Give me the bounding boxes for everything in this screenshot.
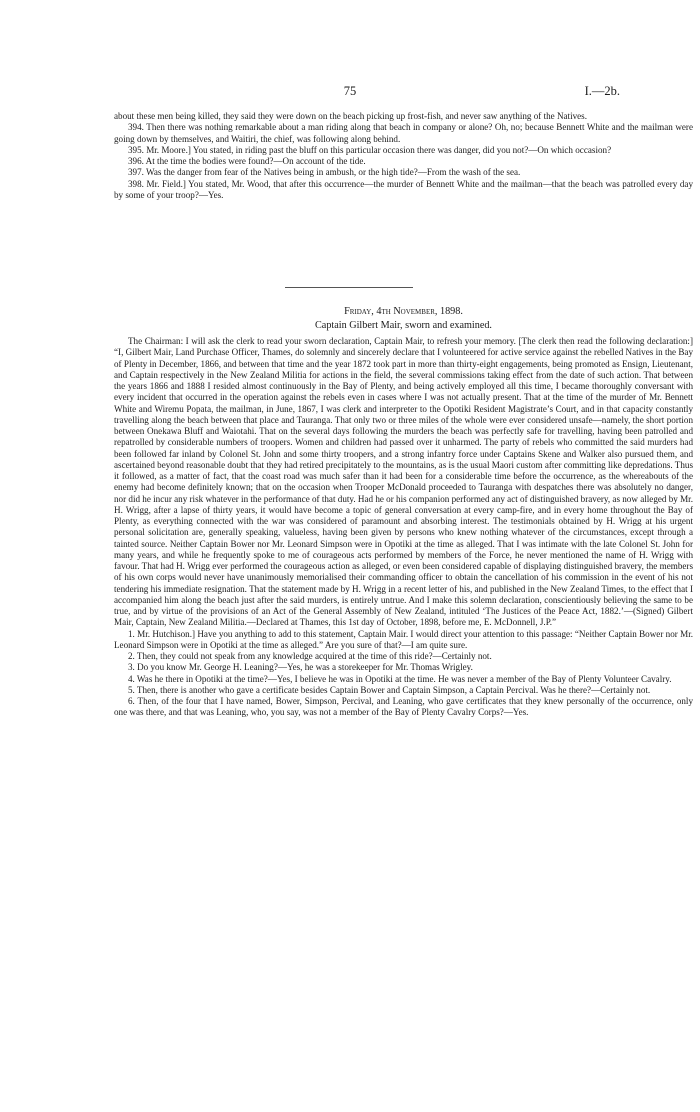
question-397: 397. Was the danger from fear of the Natives being in ambush, or the high tide?—From the wash of the sea.: [128, 167, 521, 178]
date-heading: Friday, 4th November, 1898.: [344, 306, 463, 317]
question-395: 395. Mr. Moore.] You stated, in riding past the bluff on this particular occasion there was danger, did you not?—On which occasion?: [128, 144, 612, 155]
question-5: 5. Then, there is another who gave a certificate besides Captain Bower and Captain Simpson, a Captain Percival. Was he there?—Certainly not.: [128, 684, 651, 695]
top-testimony: [114, 111, 693, 201]
question-396: 396. At the time the bodies were found?—On account of the tide.: [128, 156, 366, 166]
question-4: 4. Was he there in Opotiki at the time?—Yes, I believe he was in Opotiki at the time. He was never a member of the Bay of Plenty Volunteer Cavalry.: [128, 673, 672, 684]
question-3: 3. Do you know Mr. George H. Leaning?—Yes, he was a storekeeper for Mr. Thomas Wrigley.: [128, 662, 473, 673]
page-number: 75: [343, 84, 357, 98]
question-398: 398. Mr. Field.] You stated, Mr. Wood, that after this occurrence—the murder of Bennett White and the mailman—that the beach was patrolled every day by some of your troop?—Yes.: [114, 178, 693, 200]
page-header: [0, 84, 700, 100]
section-divider: [285, 287, 413, 288]
question-6: 6. Then, of the four that I have named, Bower, Simpson, Percival, and Leaning, who gave certificates that they knew personally of the occurrence, only one was there, and that was Leaning, who, you say, was not a member of the Bay of Plenty Cavalry Corps?—Yes.: [114, 696, 693, 718]
question-394: 394. Then there was nothing remarkable about a man riding along that beach in company or alone? Oh, no; because Bennett White and the mailman were going down by themselves, and Waitiri, the chief, was following along behind.: [114, 122, 693, 144]
paragraph: about these men being killed, they said they were down on the beach picking up frost-fish, and never saw anything of the Natives.: [114, 111, 587, 121]
question-1: 1. Mr. Hutchison.] Have you anything to add to this statement, Captain Mair. I would direct your attention to this passage: “Neither Captain Bower nor Mr. Leonard Simpson were in Opotiki at the time as alleged.” Are you sure of that?—I am quite sure.: [114, 628, 693, 650]
declaration-section: [114, 336, 693, 719]
document-reference: I.—2b.: [584, 84, 620, 98]
sworn-declaration: The Chairman: I will ask the clerk to read your sworn declaration, Captain Mair, to refresh your memory. [The clerk then read the following declaration:] “I, Gilbert Mair, Land Purchase Officer, Thames, do solemnly and sincerely declare that I volunteered for active service against the rebelled Natives in the Bay of Plenty in December, 1866, and between that time and the year 1872 took part in more than thirty-eight engagements, being promoted as Ensign, Lieutenant, and Captain respectively in the New Zealand Militia for actions in the field, the several commissions taking effect from the date of such action. That between the years 1866 and 1888 I resided almost continuously in the Bay of Plenty, and being actively employed all this time, I became thoroughly conversant with every incident that occurred in the operation against the rebels even in cases where I was not actually present. That at the time of the murder of Mr. Bennett White and Wiremu Popata, the mailman, in June, 1867, I was clerk and interpreter to the Opotiki Resident Magistrate’s Court, and in that capacity constantly travelling along the beach between that place and Tauranga. That only two or three miles of the whole were ever considered unsafe—namely, the short portion between Onekawa Bluff and Waiotahi. That on the several days following the murders the beach was perfectly safe for travelling, having been patrolled and repatrolled by considerable numbers of troopers. Women and children had passed over it unharmed. The party of rebels who committed the said murders had been followed far inland by Colonel St. John and some thirty troopers, and a strong infantry force under Captains Skene and Walker also pursued them, and ascertained beyond reasonable doubt that they had retired precipitately to the mountains, as is the usual Maori custom after committing like depredations. Thus it followed, as a matter of fact, that the coast road was much safer than it had been for a considerable time before the occurrence, as the whereabouts of the enemy had become definitely known; that on the occasion when Trooper McDonald proceeded to Tauranga with despatches there was absolutely no danger, nor did he incur any risk whatever in the performance of that duty. Had he or his companion performed any act of distinguished bravery, as now alleged by Mr. H. Wrigg, after a lapse of thirty years, it would have become a topic of general conversation at every camp-fire, and in every home throughout the Bay of Plenty, as everything connected with the war was considered of paramount and absorbing interest. The testimonials obtained by H. Wrigg at his urgent personal solicitation are, generally speaking, valueless, having been given by persons who knew nothing whatever of the circumstances, except through a tainted source. Neither Captain Bower nor Mr. Leonard Simpson were in Opotiki at the time as alleged. That I was intimate with the late Colonel St. John for many years, and while he frequently spoke to me of courageous acts performed by members of the Force, he never mentioned the name of H. Wrigg with favour. That had H. Wrigg ever performed the courageous action as alleged, or even been considered capable of displaying distinguished bravery, the members of his own corps would never have unanimously memorialised their commanding officer to obtain the cancellation of his commission in the event of his not tendering his immediate resignation. That the statement made by H. Wrigg in a recent letter of his, and published in the New Zealand Times, to the effect that I accompanied him along the beach just after the said murders, is entirely untrue. And I make this solemn declaration, conscientiously believing the same to be true, and by virtue of the provisions of an Act of the General Assembly of New Zealand, intituled ‘The Justices of the Peace Act, 1882.’—(Signed) Gilbert Mair, Captain, New Zealand Militia.—Declared at Thames, this 1st day of October, 1898, before me, E. McDonnell, J.P.”: [114, 336, 693, 628]
question-2: 2. Then, they could not speak from any knowledge acquired at the time of this ride?—Certainly not.: [128, 651, 492, 661]
witness-heading: Captain Gilbert Mair, sworn and examined.: [315, 320, 492, 331]
